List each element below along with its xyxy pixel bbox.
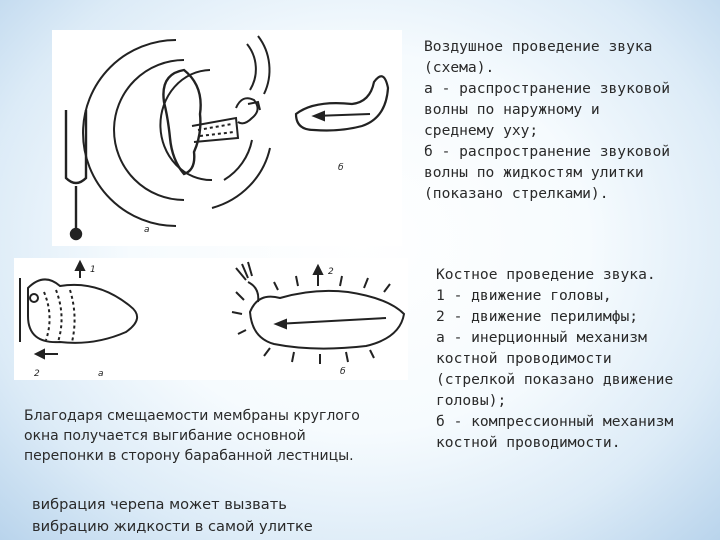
- text-line: (показано стрелками).: [424, 185, 609, 202]
- sound-wave: [212, 148, 270, 208]
- bone-label-1: 1: [90, 265, 96, 275]
- text-line: головы);: [436, 392, 507, 409]
- air-label-b: б: [338, 163, 344, 173]
- ear-outline: [163, 70, 200, 174]
- text-line: волны по наружному и: [424, 101, 600, 118]
- sound-wave: [258, 36, 269, 94]
- sound-wave: [83, 40, 176, 226]
- text-line: б - компрессионный механизм: [436, 413, 674, 430]
- cochlea-compression: [232, 262, 404, 364]
- sound-wave: [114, 60, 184, 200]
- text-line: а - инерционный механизм: [436, 329, 647, 346]
- bone-label-2-right: 2: [328, 267, 334, 277]
- bone-conduction-diagram: [14, 258, 408, 380]
- sound-wave: [224, 140, 252, 180]
- text-line: перепонки в сторону барабанной лестницы.: [24, 448, 354, 464]
- sound-wave: [247, 44, 256, 90]
- text-line: б - распространение звуковой: [424, 143, 671, 160]
- bone-label-a: а: [98, 369, 104, 379]
- text-line: Костное проведение звука.: [436, 266, 656, 283]
- text-line: 1 - движение головы,: [436, 287, 612, 304]
- text-line: вибрация черепа может вызвать: [32, 496, 287, 513]
- air-conduction-illustration: [52, 30, 402, 246]
- air-conduction-description: [424, 36, 688, 204]
- cochlea-inertial: [20, 262, 137, 358]
- text-line: (схема).: [424, 59, 495, 76]
- text-line: 2 - движение перилимфы;: [436, 308, 639, 325]
- text-line: Воздушное проведение звука: [424, 38, 653, 55]
- text-line: среднему уху;: [424, 122, 539, 139]
- membrane-caption: [24, 406, 404, 466]
- skull-vibration-caption: [32, 494, 372, 538]
- text-line: а - распространение звуковой: [424, 80, 671, 97]
- air-conduction-diagram: [52, 30, 402, 246]
- text-line: вибрацию жидкости в самой улитке: [32, 518, 313, 535]
- bone-label-2-left: 2: [34, 369, 40, 379]
- text-line: костной проводимости.: [436, 434, 621, 451]
- bone-label-b: б: [340, 367, 346, 377]
- text-line: (стрелкой показано движение: [436, 371, 674, 388]
- text-line: волны по жидкостям улитки: [424, 164, 644, 181]
- text-line: костной проводимости: [436, 350, 612, 367]
- text-line: окна получается выгибание основной: [24, 428, 306, 444]
- bone-conduction-description: [436, 264, 688, 453]
- text-line: Благодаря смещаемости мембраны круглого: [24, 408, 360, 424]
- cochlea-diagram: [296, 76, 388, 130]
- bone-conduction-illustration: [14, 258, 408, 380]
- air-label-a: а: [144, 225, 150, 235]
